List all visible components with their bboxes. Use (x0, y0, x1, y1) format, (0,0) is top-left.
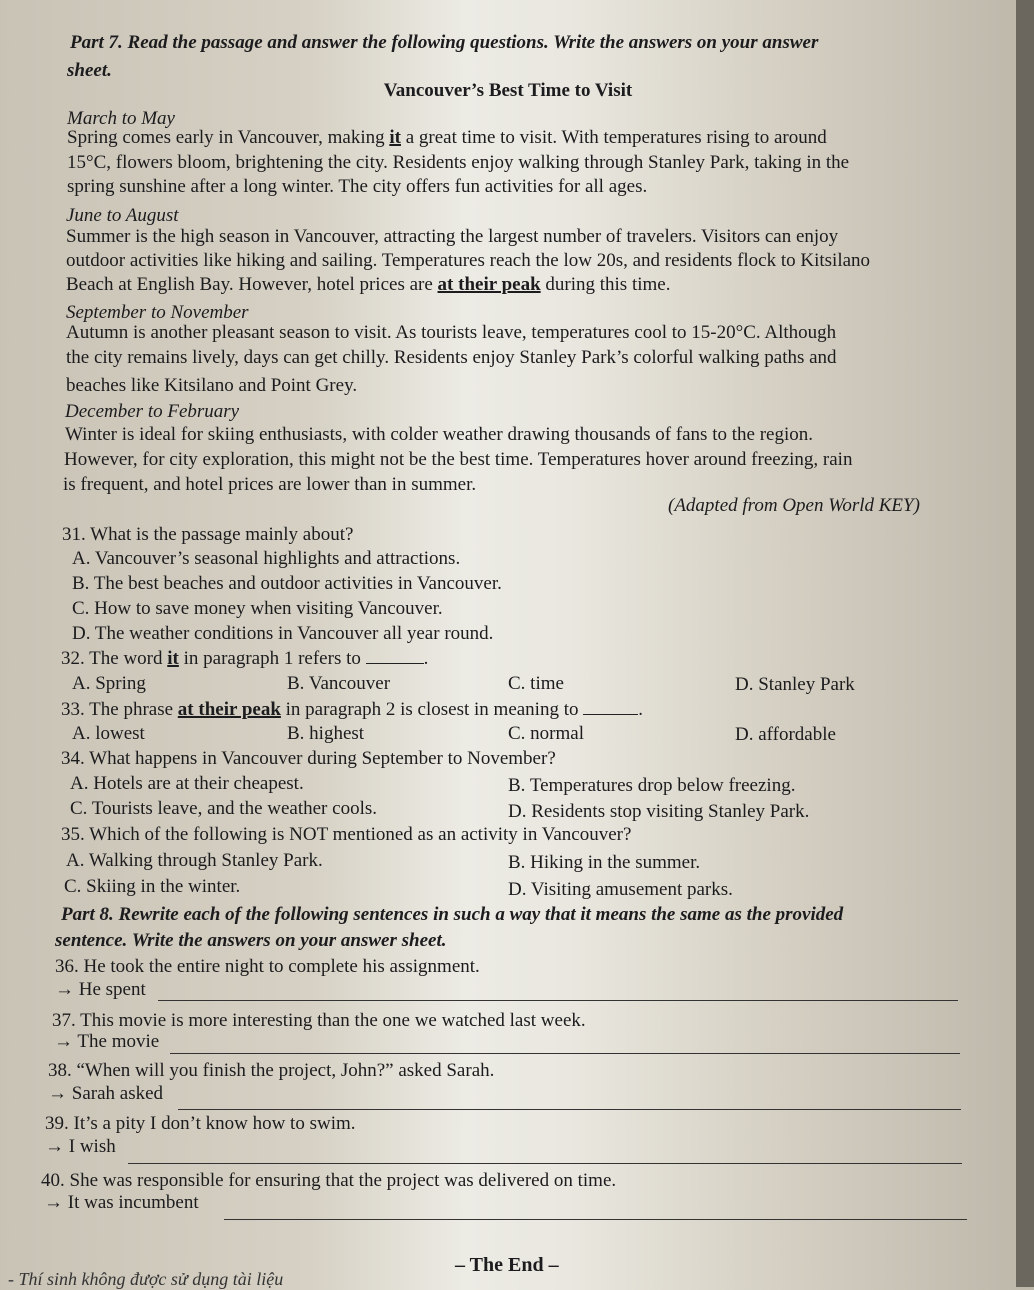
rewrite-prompt-40: → It was incumbent (44, 1192, 199, 1213)
q35-option-a: A. Walking through Stanley Park. (66, 850, 323, 871)
q35-option-c: C. Skiing in the winter. (64, 876, 241, 897)
paragraph-line: the city remains lively, days can get chilly. Residents enjoy Stanley Park’s colorful walking paths and (66, 347, 837, 368)
paragraph-line: However, for city exploration, this might not be the best time. Temperatures hover around freezing, rain (64, 449, 853, 470)
question-34-stem: 34. What happens in Vancouver during September to November? (61, 748, 556, 769)
paragraph-line: outdoor activities like hiking and sailing. Temperatures reach the low 20s, and residents flock to Kitsilano (66, 250, 871, 271)
rewrite-prompt-36: → He spent (55, 979, 146, 1000)
q34-option-b: B. Temperatures drop below freezing. (508, 775, 796, 796)
rewrite-item-39: 39. It’s a pity I don’t know how to swim. (45, 1113, 356, 1134)
season-heading-spring: March to May (67, 108, 175, 129)
answer-line-37[interactable] (170, 1053, 960, 1054)
answer-line-39[interactable] (128, 1163, 962, 1164)
part8-heading-cont: sentence. Write the answers on your answer sheet. (55, 930, 447, 951)
paragraph-line: Winter is ideal for skiing enthusiasts, with colder weather drawing thousands of fans to the region. (65, 424, 813, 445)
q34-option-c: C. Tourists leave, and the weather cools. (70, 798, 377, 819)
q35-option-b: B. Hiking in the summer. (508, 852, 701, 873)
paragraph-line: Spring comes early in Vancouver, making it a great time to visit. With temperatures rising to around (67, 127, 827, 148)
season-heading-summer: June to August (66, 205, 179, 226)
q31-option-c: C. How to save money when visiting Vancouver. (72, 598, 443, 619)
q33-option-c: C. normal (508, 723, 584, 744)
paragraph-line: 15°C, flowers bloom, brightening the city. Residents enjoy walking through Stanley Park, taking in the (67, 152, 850, 173)
paragraph-line: Autumn is another pleasant season to visit. As tourists leave, temperatures cool to 15-20°C. Although (66, 322, 837, 343)
underlined-word-it: it (389, 127, 401, 148)
rewrite-item-36: 36. He took the entire night to complete his assignment. (55, 956, 480, 977)
rewrite-prompt-39: → I wish (45, 1136, 116, 1157)
rewrite-item-40: 40. She was responsible for ensuring that the project was delivered on time. (41, 1170, 617, 1191)
passage-title: Vancouver’s Best Time to Visit (383, 80, 633, 101)
paragraph-line: beaches like Kitsilano and Point Grey. (66, 375, 358, 396)
q34-option-a: A. Hotels are at their cheapest. (70, 773, 304, 794)
q33-option-b: B. highest (287, 723, 365, 744)
question-35-stem: 35. Which of the following is NOT mentioned as an activity in Vancouver? (61, 824, 632, 845)
q32-option-b: B. Vancouver (287, 673, 391, 694)
q31-option-b: B. The best beaches and outdoor activities in Vancouver. (72, 573, 502, 594)
answer-line-36[interactable] (158, 1000, 958, 1001)
answer-line-38[interactable] (178, 1109, 961, 1110)
q33-option-a: A. lowest (72, 723, 145, 744)
question-32-stem: 32. The word it in paragraph 1 refers to . (61, 648, 429, 669)
paragraph-line: spring sunshine after a long winter. The city offers fun activities for all ages. (67, 176, 648, 197)
question-33-stem: 33. The phrase at their peak in paragraph 2 is closest in meaning to . (61, 699, 643, 720)
paragraph-line: Summer is the high season in Vancouver, attracting the largest number of travelers. Visitors can enjoy (66, 226, 839, 247)
q32-option-c: C. time (508, 673, 564, 694)
q31-option-d: D. The weather conditions in Vancouver all year round. (72, 623, 494, 644)
rewrite-prompt-38: → Sarah asked (48, 1083, 164, 1104)
rewrite-item-38: 38. “When will you finish the project, John?” asked Sarah. (48, 1060, 495, 1081)
paragraph-line: is frequent, and hotel prices are lower than in summer. (63, 474, 477, 495)
underlined-phrase-at-their-peak: at their peak (437, 274, 541, 295)
question-31-stem: 31. What is the passage mainly about? (62, 524, 354, 545)
season-heading-autumn: September to November (66, 302, 249, 323)
answer-line-40[interactable] (224, 1219, 967, 1220)
rewrite-item-37: 37. This movie is more interesting than the one we watched last week. (52, 1010, 586, 1031)
part7-heading: Part 7. Read the passage and answer the following questions. Write the answers on your answer (70, 32, 819, 53)
the-end-label: – The End – (455, 1254, 559, 1276)
q32-option-d: D. Stanley Park (735, 674, 855, 695)
q33-option-d: D. affordable (735, 724, 836, 745)
rewrite-prompt-37: → The movie (54, 1031, 160, 1052)
paragraph-line: Beach at English Bay. However, hotel prices are at their peak during this time. (66, 274, 671, 295)
q31-option-a: A. Vancouver’s seasonal highlights and attractions. (72, 548, 461, 569)
passage-source: (Adapted from Open World KEY) (668, 495, 920, 516)
q34-option-d: D. Residents stop visiting Stanley Park. (508, 801, 810, 822)
part7-heading-cont: sheet. (67, 60, 112, 81)
footer-note: - Thí sinh không được sử dụng tài liệu (8, 1269, 284, 1289)
q32-option-a: A. Spring (72, 673, 146, 694)
part8-heading: Part 8. Rewrite each of the following sentences in such a way that it means the same as the provided (61, 904, 844, 925)
page-edge-shadow (1016, 0, 1034, 1287)
q35-option-d: D. Visiting amusement parks. (508, 879, 733, 900)
season-heading-winter: December to February (65, 401, 240, 422)
